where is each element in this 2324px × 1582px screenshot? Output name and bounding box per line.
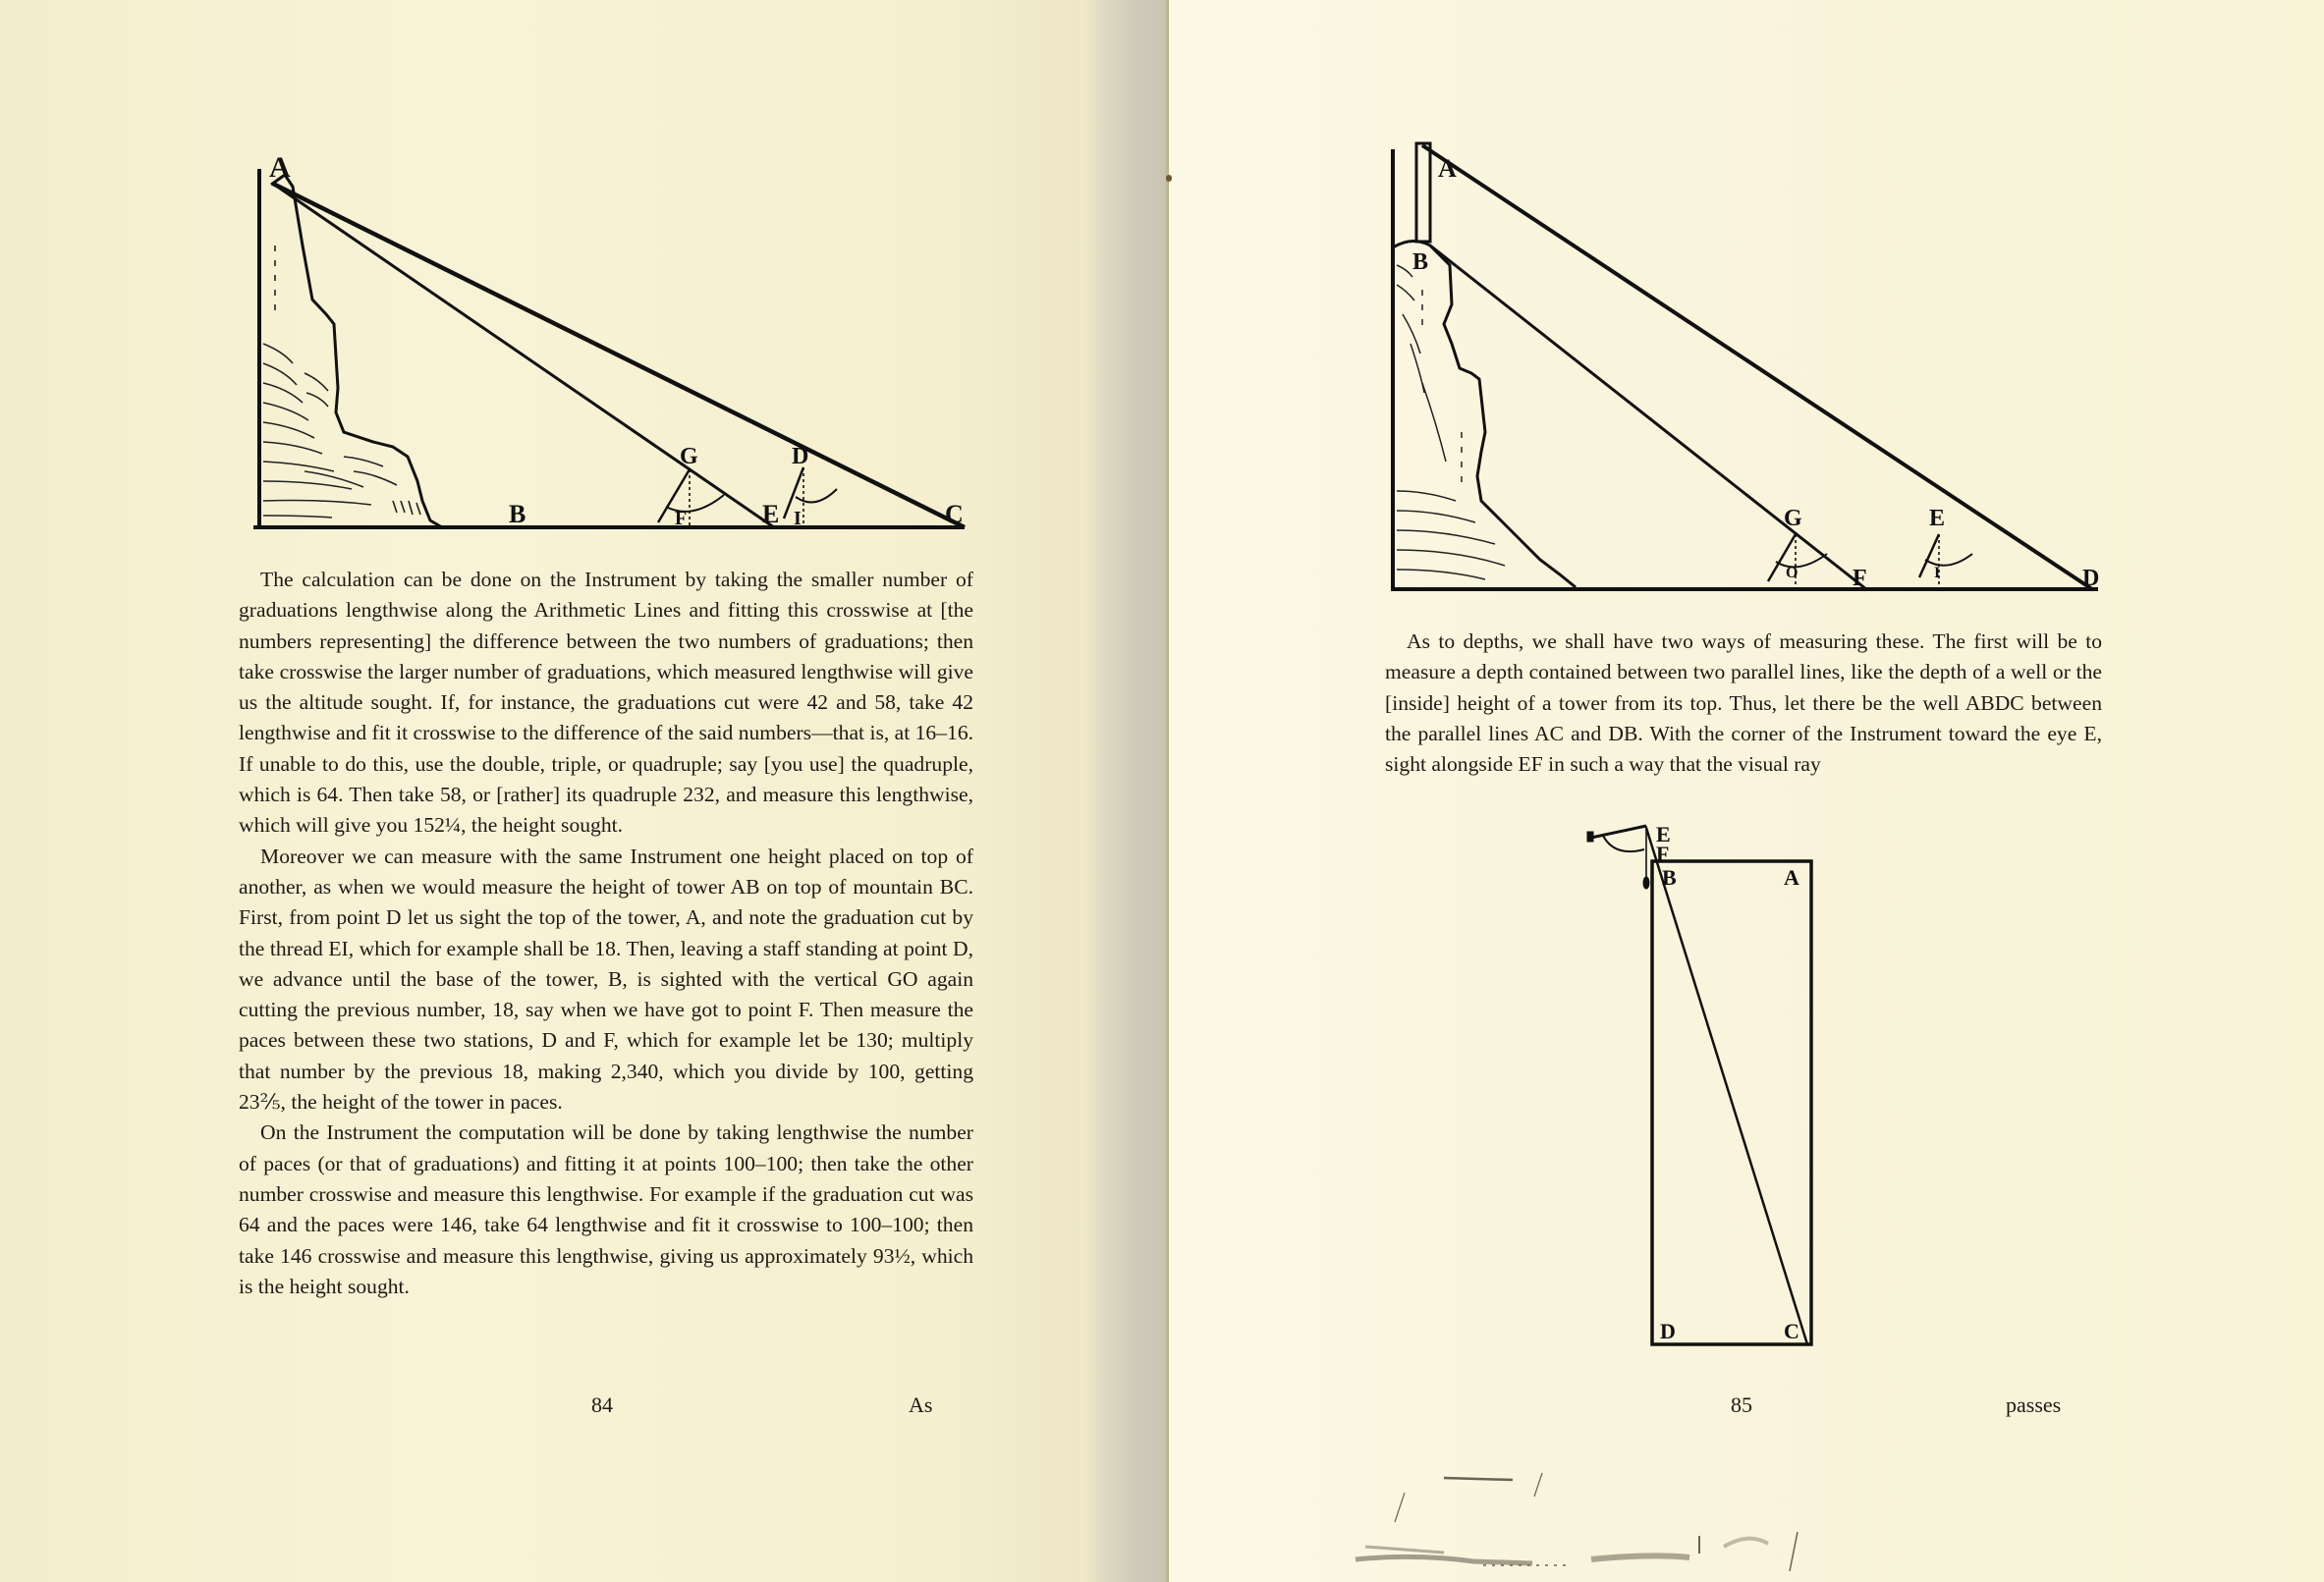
- paragraph: On the Instrument the computation will be done by taking lengthwise the number of paces (or that of graduations) and fitting it at points 100–100; then take the other number crosswise and measure this lengthwise. For example if the graduation cut was 64 and the paces were 146, take 64 lengthwise and fit it crosswise to 100–100; then take 146 crosswise and measure this lengthwise, giving us approximately 93½, which is the height sought.: [239, 1120, 973, 1298]
- page-number-left: 84: [591, 1392, 613, 1417]
- ink-smudges: [1336, 1463, 2200, 1581]
- label-f: F: [1656, 842, 1670, 866]
- paragraph: Moreover we can measure with the same Instrument one height placed on top of another, as when we would measure the height of tower AB on top of mountain BC. First, from point D let us sight the top of the tower, A, and note the graduation cut by the thread EI, which for example shall be 18. Then, leaving a staff standing at point D, we advance until the base of the tower, B, is sighted with the vertical GO again cutting the previous number, 18, say when we have got to point F. Then measure the paces between these two stations, D and F, which for example let be 130; multiply that number by the previous 18, making 2,340, which you divide by 100, getting 23⅖, the height of the tower in paces.: [239, 844, 973, 1115]
- right-page-body: [1385, 627, 2102, 780]
- label-d: D: [792, 444, 809, 469]
- label-b: B: [509, 500, 526, 528]
- left-figure-mountain-diagram: [246, 147, 972, 540]
- label-a: A: [269, 151, 291, 184]
- right-figure-tower-diagram: [1383, 137, 2110, 599]
- paragraph: As to depths, we shall have two ways of measuring these. The first will be to measure a depth contained between two parallel lines, like the depth of a well or the [inside] height of a tower from its top. Thus, let there be the well ABDC between the parallel lines AC and DB. With the corner of the Instrument toward the eye E, sight alongside EF in such a way that the visual ray: [1385, 629, 2102, 777]
- label-f: F: [1853, 566, 1867, 591]
- quadrant-g: [658, 469, 724, 526]
- spine-blemish: [1166, 175, 1172, 182]
- label-d: D: [2082, 566, 2100, 591]
- well-diagram: [1591, 820, 1827, 1360]
- visual-ray-bc: [1646, 828, 1807, 1344]
- catchword-right: passes: [2006, 1392, 2062, 1417]
- catchword-left: As: [909, 1392, 933, 1417]
- label-e: E: [1656, 822, 1671, 846]
- sight-line-ae: [273, 184, 774, 527]
- quadrant-d: [784, 467, 837, 526]
- label-i: I: [1934, 565, 1941, 581]
- label-o: O: [1786, 565, 1798, 581]
- label-f: F: [675, 508, 688, 529]
- instrument-quadrant: [1587, 826, 1649, 889]
- label-a: A: [1438, 154, 1457, 183]
- label-e: E: [762, 500, 780, 528]
- label-b: B: [1412, 249, 1429, 275]
- label-b: B: [1662, 865, 1677, 890]
- page-number-right: 85: [1731, 1392, 1752, 1417]
- label-d: D: [1660, 1319, 1676, 1343]
- label-c: C: [945, 500, 964, 528]
- label-g: G: [680, 444, 698, 469]
- left-page-body: [239, 565, 973, 1302]
- mountain-hatching: [263, 245, 420, 518]
- sight-line-ac: [273, 184, 965, 527]
- label-i: I: [794, 508, 802, 529]
- quadrant-e: [1919, 534, 1972, 587]
- label-g: G: [1784, 506, 1802, 531]
- paragraph: The calculation can be done on the Instrument by taking the smaller number of graduations lengthwise along the Arithmetic Lines and fitting this crosswise at [the numbers representing] the difference between the two numbers of graduations; then take crosswise the larger number of graduations, which measured lengthwise will give us the altitude sought. If, for instance, the graduations cut were 42 and 58, take 42 lengthwise and fit it crosswise to the difference of the said numbers—that is, at 16–16. If unable to do this, use the double, triple, or quadruple; say [you use] the quadruple, which is 64. Then take 58, or [rather] its quadruple 232, and measure this lengthwise, which will give you 152¼, the height sought.: [239, 568, 974, 838]
- tower: [1416, 143, 1430, 242]
- book-gutter: [1080, 0, 1169, 1582]
- cliff-hatching: [1397, 265, 1505, 579]
- cliff-outline: [1393, 241, 1576, 587]
- sight-line-ad: [1422, 145, 2092, 589]
- label-e: E: [1929, 506, 1946, 531]
- mountain-outline: [271, 175, 442, 527]
- label-a: A: [1784, 865, 1799, 890]
- label-c: C: [1784, 1319, 1799, 1343]
